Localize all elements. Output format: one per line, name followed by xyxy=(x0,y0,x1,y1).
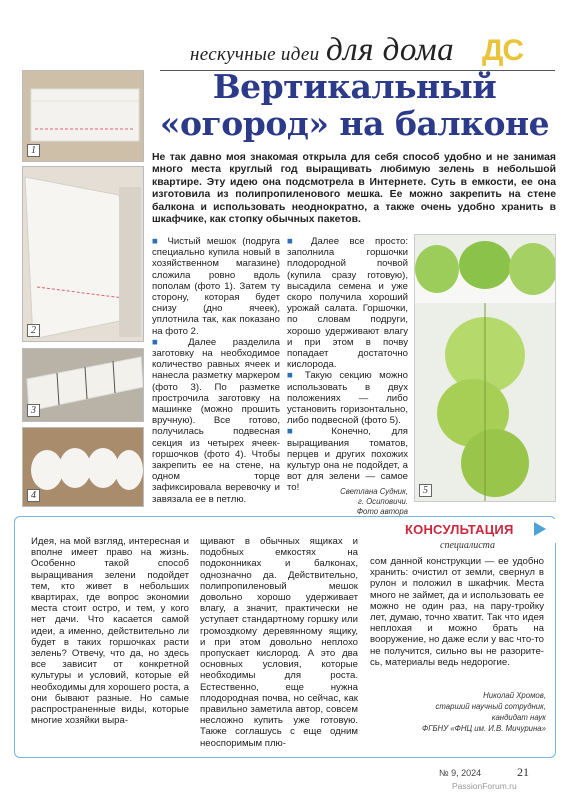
magazine-logo: ДС xyxy=(482,34,524,67)
expert-name: Николай Хромов, xyxy=(483,691,546,700)
photo-number: 5 xyxy=(419,484,432,497)
author-signature xyxy=(287,487,408,517)
photo-number: 3 xyxy=(27,404,40,417)
photo-3-marked-bag xyxy=(22,348,144,422)
paragraph xyxy=(287,370,408,426)
text-column-1 xyxy=(152,236,280,505)
section-name: для дома xyxy=(326,32,455,68)
text-column-2 xyxy=(287,236,408,494)
sealed-bag-illustration xyxy=(23,167,144,342)
photo-1-folded-bag xyxy=(22,70,144,162)
consultation-column-2: щивают в обычных ящиках и подобных емкостях на подоконниках и балконах, однозначно да. Действительно, полипропиленовый мешок довольно хорошо удерживает влагу, а значит, практически не уступает стандартному горшку или громоздкому деревянному ящику, и при этом довольно неплохо пропускает кислород. А это два основных условия, которые необходимы для роста. Естественно, еще нужна плодородная почва, но сейчас, как правильно заметила автор, совсем несложно купить уже готовую. Также соглашусь с еще одним неоспоримым плю- xyxy=(200,536,358,749)
paragraph xyxy=(287,236,408,370)
photo-number: 1 xyxy=(27,144,40,157)
bullet-icon: ■ xyxy=(287,426,332,438)
paragraph-text: Конечно, для выращивания томатов, перцев и других похожих культур она не подойдет, а вот для зелени — самое то! xyxy=(287,426,408,494)
folded-bag-illustration xyxy=(23,71,144,162)
consultation-column-1: Идея, на мой взгляд, интересная и вполне имеет право на жизнь. Особенно такой способ выращивания зелени подойдет тем, кто живет в небольших квартирах, где вопрос экономии места стоит остро, и тем, у кого нет дачи. Что касается самой идеи, а именно, действительно ли будет в таких горшочках расти зелень? Отвечу, что да, но здесь все зависит от конкретной культуры и условий, которые ей необходимы для хорошего роста, а они бывают разные. Но самые распространенные виды, которые многие хозяйки выра- xyxy=(31,536,189,727)
paragraph xyxy=(287,426,408,493)
expert-degree: кандидат наук xyxy=(491,713,546,722)
paragraph-text: Далее разделила заготовку на необходимое количество равных ячеек и нанесла разметку маркером (фото 3). По разметке прострочила заготовку на машинке (можно прошить вручную). Все готово, получилась подвесная секция из четырех ячеек-горшочков (фото 4). Чтобы закрепить ее на стене, на одном торце зафиксировала веревочку и завязала ее в петлю. xyxy=(152,336,280,505)
expert-role: старший научный сотрудник, xyxy=(435,702,546,711)
photo-5-lettuce xyxy=(414,234,556,502)
consultation-subtitle: специалиста xyxy=(440,540,496,551)
photo-credit: Фото автора xyxy=(356,507,408,516)
photo-number: 2 xyxy=(27,324,40,337)
title-line-2: «огород» на балконе xyxy=(159,104,550,143)
bullet-icon: ■ xyxy=(152,236,168,247)
watermark: PassionForum.ru xyxy=(452,781,517,791)
author-city: г. Осиповичи. xyxy=(357,497,408,506)
paragraph-text: Чистый мешок (подруга специально купила новый в хозяйственном магазине) сложила ровно вдоль пополам (фото 1). Затем ту сторону, которая будет снизу (дно ячеек), уплотнила так, как показано на фото 2. xyxy=(152,236,280,337)
photo-number: 4 xyxy=(27,489,40,502)
page-number: 21 xyxy=(517,765,529,779)
expert-organization: ФГБНУ «ФНЦ им. И.В. Мичурина» xyxy=(422,724,546,733)
photo-4-pot-section xyxy=(22,427,144,507)
paragraph xyxy=(152,337,280,505)
bullet-icon: ■ xyxy=(287,236,311,247)
consultation-title: КОНСУЛЬТАЦИЯ xyxy=(405,522,514,537)
consultation-column-3: сом данной конструкции — ее удобно хранить: очистил от земли, свернул в рулон и положил в шкафчик. Места много не займет, да и использовать ее можно не один раз, на пару-тройку лет, думаю, точно хватит. Так что идея неплохая и можно брать на вооружение, но даже если у вас что-то не получится, сильно вы не разоритесь, материалы ведь недорогие. xyxy=(370,556,544,668)
paragraph xyxy=(152,236,280,337)
bullet-icon: ■ xyxy=(287,370,305,382)
author-name: Светлана Судник, xyxy=(340,487,408,496)
photo-2-sealed-bottom xyxy=(22,166,144,342)
article-title xyxy=(152,68,557,142)
title-line-1: Вертикальный xyxy=(212,67,497,106)
paragraph-text: Далее все просто: заполнила горшочки плодородной почвой (купила сразу готовую), высадила семена и уже скоро получила хороший урожай салата. Горшочки, по словам подруги, хорошо удерживают влагу и при этом в почву попадает достаточно кислорода. xyxy=(287,236,408,371)
expert-signature xyxy=(370,690,546,734)
lettuce-illustration xyxy=(415,235,556,502)
marked-bag-illustration xyxy=(23,349,144,422)
pot-section-illustration xyxy=(23,428,144,507)
arrow-icon xyxy=(534,522,546,536)
paragraph-text: Такую секцию можно использовать в двух положениях — либо установить горизонтально, либо подвесной (фото 5). xyxy=(287,370,408,427)
article-lead: Не так давно моя знакомая открыла для себя способ удобно и не занимая много места круглый год выращивать любимую зелень в небольшой квартире. Эту идею она подсмотрела в Интернете. Суть в емкости, ее она изготовила из полипропиленового мешка. Ее можно закрепить на стене балкона и использовать неоднократно, а также очень удобно хранить в шкафчике, как стопку обычных пакетов. xyxy=(152,152,556,226)
section-kicker: нескучные идеи xyxy=(190,44,320,65)
issue-number: № 9, 2024 xyxy=(439,768,482,778)
bullet-icon: ■ xyxy=(152,336,189,348)
